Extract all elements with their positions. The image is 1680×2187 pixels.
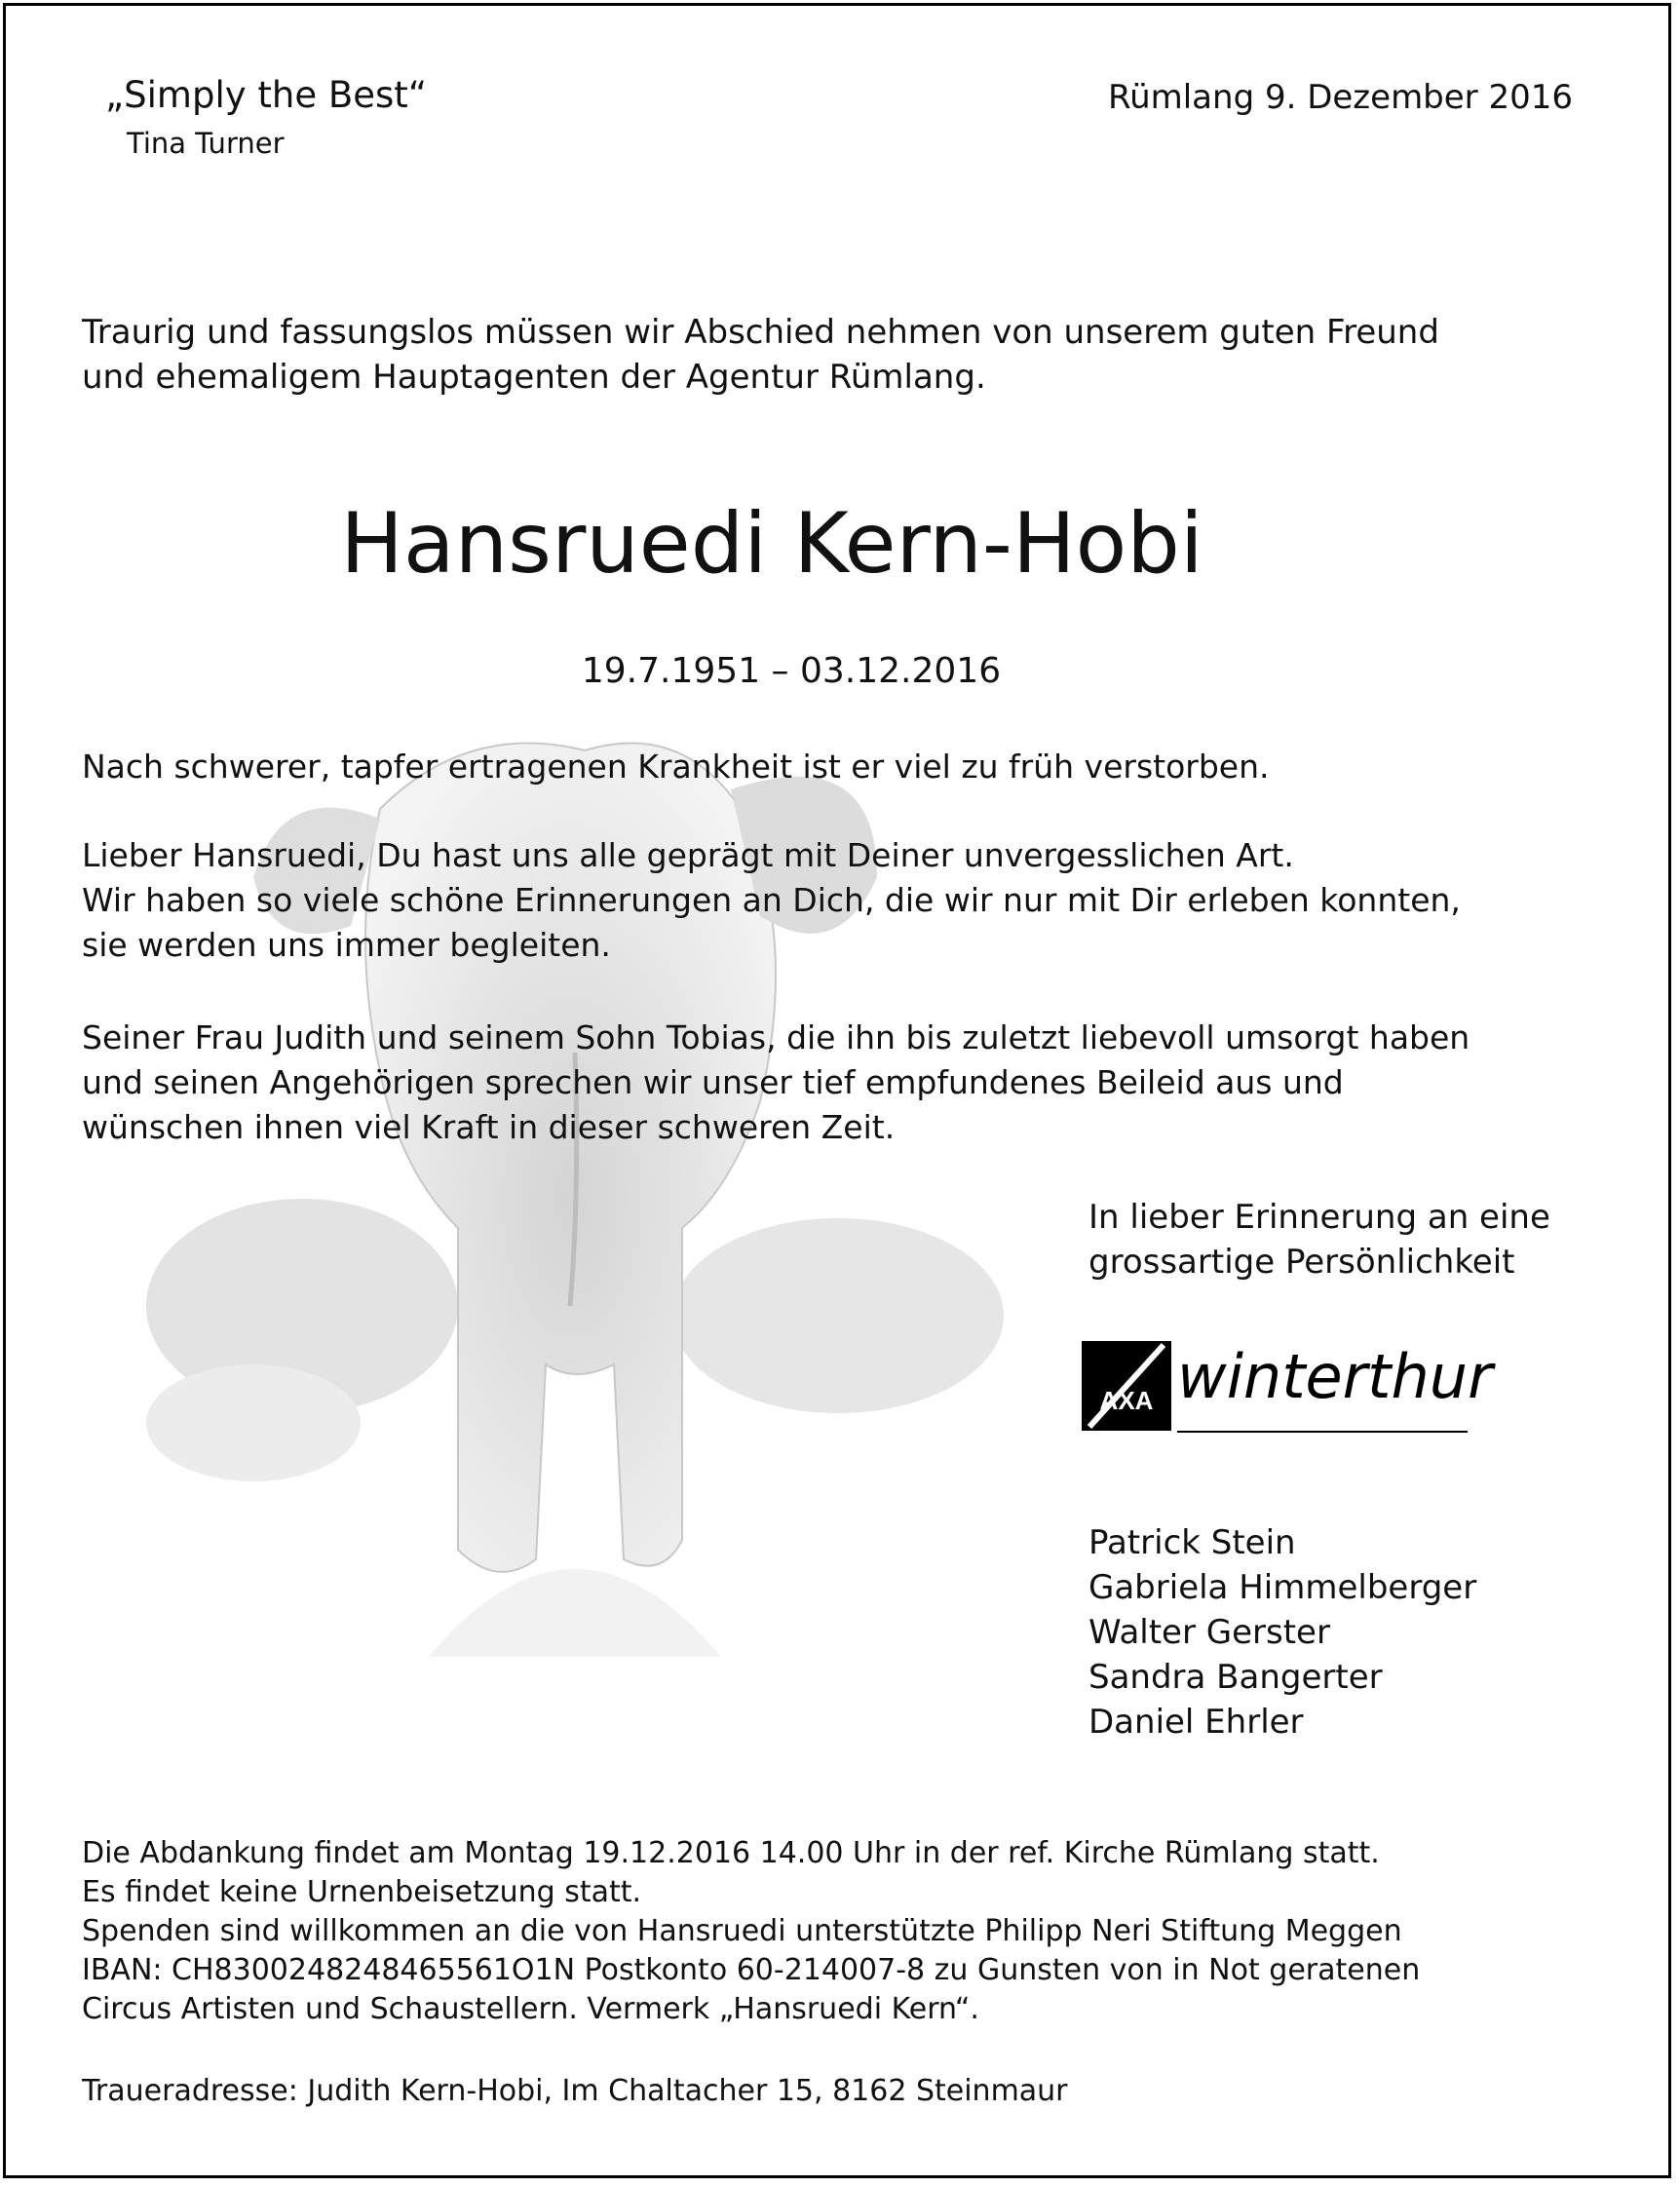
mourning-address: Traueradresse: Judith Kern-Hobi, Im Chaltacher 15, 8162 Steinmaur xyxy=(82,2074,1068,2108)
paragraph-line: Wir haben so viele schöne Erinnerungen an Dich, die wir nur mit Dir erleben konnten, xyxy=(82,881,1461,919)
footer-line: Spenden sind willkommen an die von Hansruedi unterstützte Philipp Neri Stiftung Meggen xyxy=(82,1914,1402,1948)
signers-list xyxy=(1088,1520,1476,1745)
axa-winterthur-logo xyxy=(1082,1341,1493,1437)
axa-logo-icon xyxy=(1082,1341,1171,1431)
footer-line: Es findet keine Urnenbeisetzung statt. xyxy=(82,1875,642,1909)
logo-underline xyxy=(1177,1431,1468,1433)
paragraph-2 xyxy=(82,833,1461,968)
memory-line: grossartige Persönlichkeit xyxy=(1088,1243,1515,1282)
deceased-name xyxy=(0,495,1680,593)
paragraph-line: und seinen Angehörigen sprechen wir unser tief empfundenes Beileid aus und xyxy=(82,1063,1344,1101)
footer-line: Die Abdankung findet am Montag 19.12.2016 14.00 Uhr in der ref. Kirche Rümlang statt. xyxy=(82,1836,1380,1870)
intro-line: und ehemaligem Hauptagenten der Agentur Rümlang. xyxy=(82,358,986,397)
paragraph-1: Nach schwerer, tapfer ertragenen Krankheit ist er viel zu früh verstorben. xyxy=(82,748,1270,786)
signer-name: Sandra Bangerter xyxy=(1088,1658,1383,1697)
deceased-name-text: Hansruedi Kern-Hobi xyxy=(340,495,1203,593)
signer-name: Gabriela Himmelberger xyxy=(1088,1568,1477,1607)
paragraph-3 xyxy=(82,1016,1470,1150)
signer-name: Daniel Ehrler xyxy=(1088,1703,1304,1742)
memory-line: In lieber Erinnerung an eine xyxy=(1088,1198,1550,1237)
intro-line: Traurig und fassungslos müssen wir Abschied nehmen von unserem guten Freund xyxy=(82,313,1439,352)
lifespan-dates xyxy=(0,651,1680,691)
paragraph-line: wünschen ihnen viel Kraft in dieser schweren Zeit. xyxy=(82,1108,896,1146)
elephant-image xyxy=(136,682,1013,1676)
quote-author: Tina Turner xyxy=(127,127,285,160)
paragraph-line: Lieber Hansruedi, Du hast uns alle geprägt mit Deiner unvergesslichen Art. xyxy=(82,836,1294,874)
signer-name: Walter Gerster xyxy=(1088,1613,1330,1652)
place-date: Rümlang 9. Dezember 2016 xyxy=(1107,78,1573,117)
paragraph-line: Seiner Frau Judith und seinem Sohn Tobias, die ihn bis zuletzt liebevoll umsorgt haben xyxy=(82,1018,1470,1056)
winterthur-wordmark: winterthur xyxy=(1177,1341,1493,1412)
footer-line: IBAN: CH8300248248465561O1N Postkonto 60-214007-8 zu Gunsten von in Not geratenen xyxy=(82,1953,1421,1987)
quote-text: „Simply the Best“ xyxy=(105,74,427,116)
intro-text xyxy=(82,310,1439,400)
lifespan-text: 19.7.1951 – 03.12.2016 xyxy=(581,651,1002,691)
signer-name: Patrick Stein xyxy=(1088,1523,1296,1562)
footer-line: Circus Artisten und Schaustellern. Vermerk „Hansruedi Kern“. xyxy=(82,1992,979,2026)
funeral-details xyxy=(82,1834,1420,2029)
paragraph-line: sie werden uns immer begleiten. xyxy=(82,926,611,964)
memory-text xyxy=(1088,1195,1550,1285)
axa-logo-lettering: AXA xyxy=(1099,1386,1154,1415)
